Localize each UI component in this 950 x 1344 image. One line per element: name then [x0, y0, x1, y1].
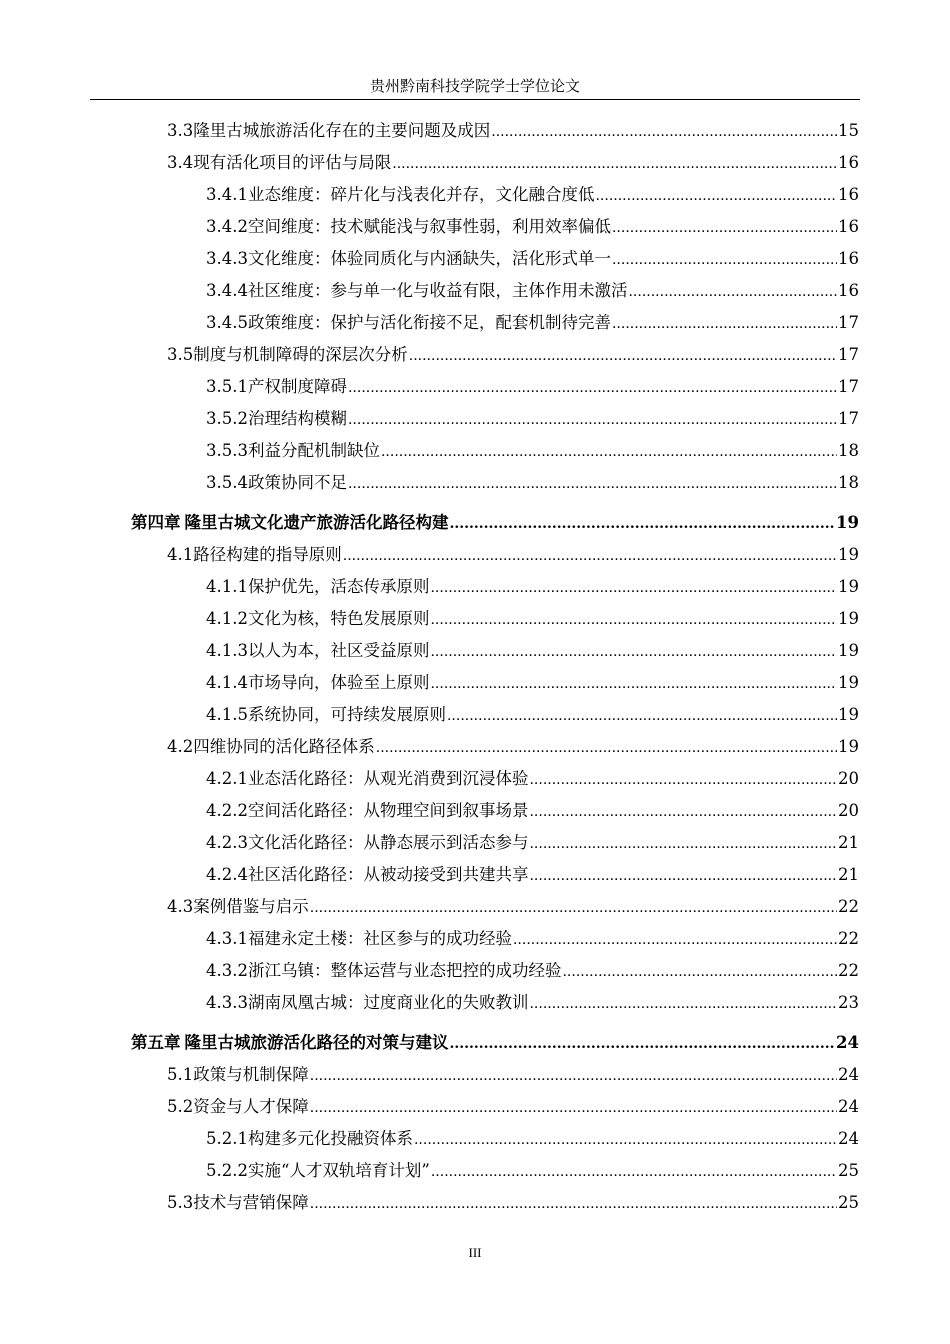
- toc-entry-title: 市场导向，体验至上原则: [247, 673, 430, 692]
- toc-page-number: 24: [838, 1065, 859, 1084]
- toc-dot-leader: [310, 1065, 837, 1087]
- toc-entry-number: 4.3.1: [206, 929, 248, 948]
- toc-dot-leader: [595, 185, 837, 207]
- toc-entry-number: 5.2.2: [206, 1161, 248, 1180]
- toc-page-number: 23: [838, 993, 859, 1012]
- toc-entry[interactable]: [206, 864, 859, 887]
- toc-dot-leader: [612, 249, 837, 271]
- toc-dot-leader: [529, 833, 837, 855]
- toc-dot-leader: [529, 801, 837, 823]
- toc-entry-title: 产权制度障碍: [247, 377, 347, 396]
- toc-entry[interactable]: [206, 928, 859, 951]
- toc-entry[interactable]: [167, 544, 859, 567]
- toc-page-number: 24: [838, 1097, 859, 1116]
- toc-entry-title: 文化活化路径：从静态展示到活态参与: [247, 833, 529, 852]
- toc-page-number: 19: [838, 577, 859, 596]
- toc-entry-title: 文化维度：体验同质化与内涵缺失，活化形式单一: [247, 249, 611, 268]
- toc-entry-number: 3.5.2: [206, 409, 248, 428]
- toc-entry-title: 政策与机制保障: [193, 1065, 309, 1084]
- toc-entry[interactable]: [167, 344, 859, 367]
- toc-entry-title: 利益分配机制缺位: [247, 441, 380, 460]
- toc-entry[interactable]: [167, 152, 859, 175]
- toc-entry-title: 保护优先，活态传承原则: [247, 577, 430, 596]
- toc-entry-title: 现有活化项目的评估与局限: [193, 153, 392, 172]
- toc-page-number: 21: [838, 865, 859, 884]
- toc-entry-number: 4.2.1: [206, 769, 248, 788]
- toc-page-number: 19: [838, 673, 859, 692]
- toc-dot-leader: [450, 1033, 836, 1055]
- toc-entry[interactable]: [206, 768, 859, 791]
- toc-entry-number: 3.4.5: [206, 313, 248, 332]
- toc-entry-title: 路径构建的指导原则: [193, 545, 342, 564]
- toc-entry[interactable]: [206, 608, 859, 631]
- toc-entry[interactable]: [206, 248, 859, 271]
- toc-entry[interactable]: [167, 1096, 859, 1119]
- toc-dot-leader: [628, 281, 837, 303]
- toc-entry[interactable]: [206, 704, 859, 727]
- toc-page-number: 19: [836, 513, 859, 532]
- toc-page-number: 19: [838, 705, 859, 724]
- toc-entry[interactable]: [206, 832, 859, 855]
- toc-entry-number: 3.4.1: [206, 185, 248, 204]
- toc-entry-number: 3.3: [167, 121, 194, 140]
- toc-entry-number: 5.2: [167, 1097, 194, 1116]
- toc-entry-number: 4.1.2: [206, 609, 248, 628]
- toc-entry-title: 以人为本，社区受益原则: [247, 641, 430, 660]
- toc-entry-title: 技术与营销保障: [193, 1193, 309, 1212]
- toc-dot-leader: [562, 961, 837, 983]
- toc-page-number: 16: [838, 185, 859, 204]
- toc-entry[interactable]: [167, 1192, 859, 1215]
- toc-entry-number: 4.1.5: [206, 705, 248, 724]
- toc-dot-leader: [414, 1129, 837, 1151]
- toc-entry-number: 5.2.1: [206, 1129, 248, 1148]
- toc-page-number: 20: [838, 769, 859, 788]
- toc-entry-title: 政策维度：保护与活化衔接不足，配套机制待完善: [247, 313, 611, 332]
- toc-dot-leader: [450, 513, 836, 535]
- toc-dot-leader: [612, 313, 837, 335]
- toc-entry-number: 3.4.4: [206, 281, 248, 300]
- toc-entry[interactable]: [167, 896, 859, 919]
- toc-page-number: 21: [838, 833, 859, 852]
- toc-page-number: 24: [836, 1033, 859, 1052]
- toc-dot-leader: [529, 993, 837, 1015]
- toc-entry[interactable]: [206, 472, 859, 495]
- toc-entry-number: 5.1: [167, 1065, 194, 1084]
- toc-dot-leader: [348, 377, 837, 399]
- toc-page-number: 25: [838, 1161, 859, 1180]
- toc-dot-leader: [513, 929, 837, 951]
- toc-entry-title: 空间活化路径：从物理空间到叙事场景: [247, 801, 529, 820]
- toc-dot-leader: [430, 609, 837, 631]
- toc-page-number: 19: [838, 737, 859, 756]
- toc-page-number: 18: [838, 473, 859, 492]
- toc-page-number: 17: [838, 313, 859, 332]
- toc-dot-leader: [343, 545, 837, 567]
- toc-entry-number: 3.4.2: [206, 217, 248, 236]
- toc-page-number: 16: [838, 153, 859, 172]
- toc-entry[interactable]: [167, 736, 859, 759]
- toc-entry[interactable]: [206, 576, 859, 599]
- toc-dot-leader: [310, 897, 837, 919]
- toc-entry-title: 湖南凤凰古城：过度商业化的失败教训: [247, 993, 529, 1012]
- toc-entry-number: 4.1.3: [206, 641, 248, 660]
- toc-page-number: 22: [838, 929, 859, 948]
- toc-entry-title: 制度与机制障碍的深层次分析: [193, 345, 408, 364]
- toc-page-number: 17: [838, 377, 859, 396]
- toc-entry[interactable]: [167, 1064, 859, 1087]
- toc-entry-number: 第四章: [131, 513, 181, 532]
- toc-entry-number: 4.1: [167, 545, 194, 564]
- toc-page-number: 15: [838, 121, 859, 140]
- toc-page-number: 17: [838, 409, 859, 428]
- toc-page-number: 22: [838, 961, 859, 980]
- toc-page-number: 16: [838, 249, 859, 268]
- toc-dot-leader: [430, 577, 837, 599]
- toc-entry-number: 3.4.3: [206, 249, 248, 268]
- toc-page-number: 22: [838, 897, 859, 916]
- toc-entry-title: 四维协同的活化路径体系: [193, 737, 375, 756]
- toc-entry[interactable]: [206, 312, 859, 335]
- toc-entry-number: 3.5.3: [206, 441, 248, 460]
- toc-entry-number: 4.3.3: [206, 993, 248, 1012]
- toc-page-number: 25: [838, 1193, 859, 1212]
- toc-dot-leader: [491, 121, 837, 143]
- toc-entry-title: 案例借鉴与启示: [193, 897, 309, 916]
- running-header: 贵州黔南科技学院学士学位论文: [369, 77, 580, 95]
- toc-dot-leader: [409, 345, 837, 367]
- toc-entry-title: 隆里古城文化遗产旅游活化路径构建: [184, 513, 449, 532]
- toc-dot-leader: [529, 865, 837, 887]
- toc-dot-leader: [310, 1097, 837, 1119]
- toc-page-number: 20: [838, 801, 859, 820]
- toc-entry[interactable]: [206, 408, 859, 431]
- toc-page-number: 17: [838, 345, 859, 364]
- toc-dot-leader: [529, 769, 837, 791]
- toc-entry[interactable]: [206, 960, 859, 983]
- toc-entry[interactable]: [167, 120, 859, 143]
- toc-dot-leader: [612, 217, 837, 239]
- toc-entry-number: 4.3.2: [206, 961, 248, 980]
- toc-entry[interactable]: [206, 184, 859, 207]
- toc-entry[interactable]: [206, 800, 859, 823]
- toc-entry-title: 浙江乌镇：整体运营与业态把控的成功经验: [247, 961, 562, 980]
- toc-entry[interactable]: [206, 1128, 859, 1151]
- toc-entry-title: 文化为核，特色发展原则: [247, 609, 430, 628]
- toc-entry-number: 4.1.4: [206, 673, 248, 692]
- toc-dot-leader: [430, 641, 837, 663]
- toc-dot-leader: [376, 737, 837, 759]
- toc-entry-title: 隆里古城旅游活化路径的对策与建议: [184, 1033, 449, 1052]
- toc-entry[interactable]: [206, 672, 859, 695]
- toc-dot-leader: [348, 409, 837, 431]
- toc-page-number: 19: [838, 609, 859, 628]
- toc-entry-number: 3.5: [167, 345, 194, 364]
- toc-entry-number: 4.2: [167, 737, 194, 756]
- toc-entry-number: 3.5.1: [206, 377, 248, 396]
- toc-page-number: 19: [838, 545, 859, 564]
- toc-entry-title: 社区维度：参与单一化与收益有限，主体作用未激活: [247, 281, 628, 300]
- toc-page-number: 19: [838, 641, 859, 660]
- toc-entry-title: 政策协同不足: [247, 473, 347, 492]
- toc-entry-title: 业态活化路径：从观光消费到沉浸体验: [247, 769, 529, 788]
- toc-chapter-entry[interactable]: [131, 512, 859, 535]
- toc-entry-number: 第五章: [131, 1033, 181, 1052]
- toc-entry[interactable]: [206, 440, 859, 463]
- toc-entry[interactable]: [206, 992, 859, 1015]
- toc-entry-title: 空间维度：技术赋能浅与叙事性弱，利用效率偏低: [247, 217, 611, 236]
- toc-entry-title: 社区活化路径：从被动接受到共建共享: [247, 865, 529, 884]
- toc-entry-title: 业态维度：碎片化与浅表化并存，文化融合度低: [247, 185, 595, 204]
- toc-entry-title: 福建永定土楼：社区参与的成功经验: [247, 929, 512, 948]
- toc-entry[interactable]: [206, 640, 859, 663]
- toc-entry-title: 治理结构模糊: [247, 409, 347, 428]
- toc-entry-title: 资金与人才保障: [193, 1097, 309, 1116]
- toc-dot-leader: [392, 153, 837, 175]
- toc-entry-title: 实施“人才双轨培育计划”: [247, 1161, 430, 1180]
- toc-entry[interactable]: [206, 1160, 859, 1183]
- toc-dot-leader: [430, 673, 837, 695]
- toc-entry[interactable]: [206, 216, 859, 239]
- toc-page-number: 16: [838, 217, 859, 236]
- toc-dot-leader: [348, 473, 837, 495]
- toc-entry-number: 4.2.2: [206, 801, 248, 820]
- toc-entry-number: 3.5.4: [206, 473, 248, 492]
- toc-entry-number: 4.3: [167, 897, 194, 916]
- toc-dot-leader: [310, 1193, 837, 1215]
- toc-page-number: 16: [838, 281, 859, 300]
- toc-dot-leader: [381, 441, 837, 463]
- toc-page-number: 18: [838, 441, 859, 460]
- toc-entry-title: 系统协同，可持续发展原则: [247, 705, 446, 724]
- toc-entry-number: 4.2.3: [206, 833, 248, 852]
- toc-entry-title: 隆里古城旅游活化存在的主要问题及成因: [193, 121, 491, 140]
- page-number: III: [468, 1245, 482, 1260]
- toc-entry-number: 4.1.1: [206, 577, 248, 596]
- toc-page-number: 24: [838, 1129, 859, 1148]
- toc-entry-number: 3.4: [167, 153, 194, 172]
- toc-dot-leader: [431, 1161, 837, 1183]
- toc-dot-leader: [447, 705, 837, 727]
- toc-chapter-entry[interactable]: [131, 1032, 859, 1055]
- toc-entry-number: 5.3: [167, 1193, 194, 1212]
- toc-entry[interactable]: [206, 376, 859, 399]
- toc-entry[interactable]: [206, 280, 859, 303]
- toc-entry-title: 构建多元化投融资体系: [247, 1129, 413, 1148]
- toc-entry-number: 4.2.4: [206, 865, 248, 884]
